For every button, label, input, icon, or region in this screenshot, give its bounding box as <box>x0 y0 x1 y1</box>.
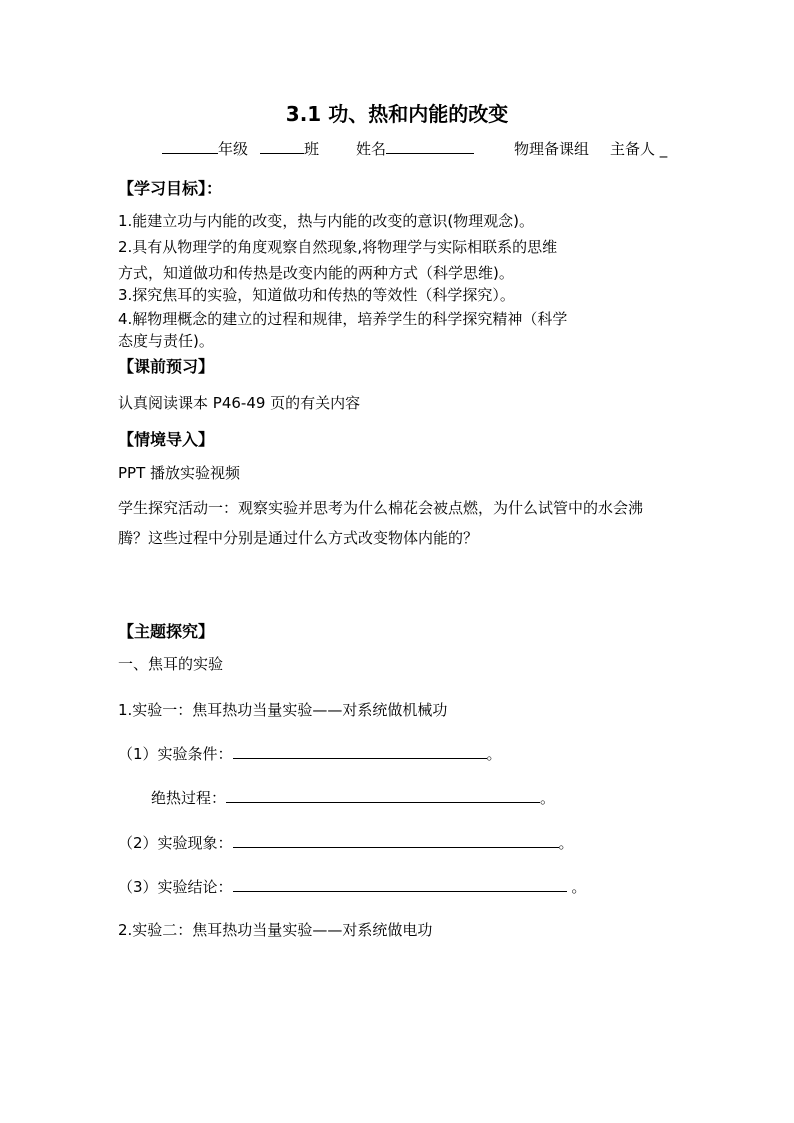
condition-blank[interactable] <box>233 743 487 759</box>
goal-item: 2.具有从物理学的角度观察自然现象,将物理学与实际相联系的思维 <box>118 238 558 256</box>
preview-text: 认真阅读课本 P46-49 页的有关内容 <box>118 394 361 412</box>
adiabatic-row <box>151 787 555 808</box>
preparer-label: 主备人 _ <box>610 140 668 158</box>
name-label: 姓名 <box>356 140 387 158</box>
condition-label: （1）实验条件： <box>118 745 233 763</box>
class-label: 班 <box>304 140 320 158</box>
intro-line: 学生探究活动一：观察实验并思考为什么棉花会被点燃，为什么试管中的水会沸 <box>118 499 644 517</box>
page-title: 3.1 功、热和内能的改变 <box>285 102 509 126</box>
intro-heading: 【情境导入】 <box>118 430 215 449</box>
period: 。 <box>571 878 587 896</box>
preview-heading: 【课前预习】 <box>118 357 215 376</box>
conclusion-label: （3）实验结论： <box>118 878 233 896</box>
period: 。 <box>558 834 574 852</box>
adiabatic-blank[interactable] <box>226 787 540 803</box>
grade-label: 年级 <box>218 140 249 158</box>
intro-line: PPT 播放实验视频 <box>118 464 241 482</box>
phenomenon-row <box>118 832 574 853</box>
period: 。 <box>486 745 502 763</box>
conclusion-row <box>118 876 586 897</box>
class-field <box>260 138 319 159</box>
goals-heading: 【学习目标】： <box>118 179 223 198</box>
goal-item: 1.能建立功与内能的改变，热与内能的改变的意识(物理观念)。 <box>118 212 535 230</box>
group-label: 物理备课组 <box>514 140 590 158</box>
adiabatic-label: 绝热过程： <box>151 789 227 807</box>
phenomenon-label: （2）实验现象： <box>118 834 233 852</box>
experiment-title: 1.实验一：焦耳热功当量实验——对系统做机械功 <box>118 701 448 719</box>
grade-field <box>162 138 248 159</box>
condition-row <box>118 743 502 764</box>
goal-item: 方式，知道做功和传热是改变内能的两种方式（科学思维)。 <box>118 264 514 282</box>
intro-line: 腾？这些过程中分别是通过什么方式改变物体内能的？ <box>118 529 479 547</box>
phenomenon-blank[interactable] <box>233 832 559 848</box>
class-blank[interactable] <box>260 138 304 154</box>
goal-item: 态度与责任)。 <box>118 332 214 350</box>
explore-heading: 【主题探究】 <box>118 622 215 641</box>
grade-blank[interactable] <box>162 138 218 154</box>
conclusion-blank[interactable] <box>233 876 567 892</box>
section-title: 一、焦耳的实验 <box>118 655 224 673</box>
period: 。 <box>540 789 556 807</box>
goal-item: 3.探究焦耳的实验，知道做功和传热的等效性（科学探究）。 <box>118 286 515 304</box>
name-blank[interactable] <box>386 138 474 154</box>
experiment-title: 2.实验二：焦耳热功当量实验——对系统做电功 <box>118 921 433 939</box>
name-field <box>356 138 474 159</box>
goal-item: 4.解物理概念的建立的过程和规律，培养学生的科学探究精神（科学 <box>118 310 568 328</box>
